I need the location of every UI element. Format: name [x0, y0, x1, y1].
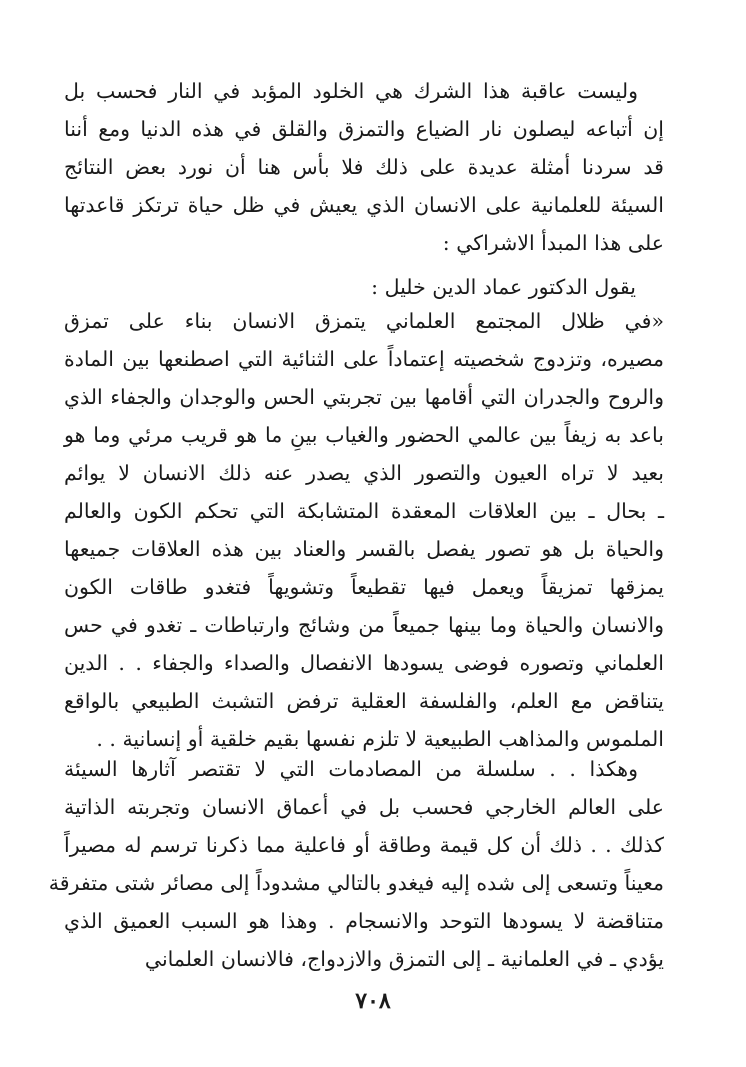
- text-line: قد سردنا أمثلة عديدة على ذلك فلا بأس هنا أن نورد بعض النتائج: [64, 155, 664, 179]
- text-line: الملموس والمذاهب الطبيعية لا تلزم نفسها بقيم خلقية أو إنسانية . .: [96, 727, 664, 751]
- text-line: يتناقض مع العلم، والفلسفة العقلية ترفض التشبث الطبيعي بالواقع: [64, 689, 664, 713]
- text-line: يؤدي ـ في العلمانية ـ إلى التمزق والازدواج، فالانسان العلماني: [144, 947, 664, 971]
- text-line: على هذا المبدأ الاشراكي :: [442, 231, 664, 255]
- text-line: متناقضة لا يسودها التوحد والانسجام . وهذا هو السبب العميق الذي: [64, 909, 664, 933]
- text-line: باعد به زيفاً بين عالمي الحضور والغياب بينِ ما هو قريب مرئي وما هو: [64, 423, 664, 447]
- text-line: على العالم الخارجي فحسب بل في أعماق الانسان وتجربته الذاتية: [64, 795, 664, 819]
- paragraph-3: [48, 750, 664, 978]
- text-line: معيناً وتسعى إلى شده إليه فيغدو بالتالي مشدوداً إلى مصائر شتى متفرقة: [48, 871, 664, 895]
- text-line: وليست عاقبة هذا الشرك هي الخلود المؤبد في النار فحسب بل: [64, 79, 638, 103]
- paragraph-1: [64, 72, 664, 262]
- text-line: والانسان والحياة وما بينها جميعاً من وشائج وارتباطات ـ تغدو في حس: [64, 613, 664, 637]
- text-line: السيئة للعلمانية على الانسان الذي يعيش في ظل حياة ترتكز قاعدتها: [64, 193, 664, 217]
- text-line: والروح والجدران التي أقامها بين تجربتي الحس والوجدان والجفاء الذي: [64, 385, 664, 409]
- text-line: يمزقها تمزيقاً ويعمل فيها تقطيعاً وتشويهاً فتغدو طاقات الكون: [64, 575, 664, 599]
- quoted-passage: [64, 302, 664, 758]
- text-line: إن أتباعه ليصلون نار الضياع والتمزق والقلق في هذه الدنيا ومع أننا: [64, 117, 664, 141]
- text-line: كذلك . . ذلك أن كل قيمة وطاقة أو فاعلية مما ذكرنا ترسم له مصيراً: [64, 833, 664, 857]
- text-line: العلماني وتصوره فوضى يسودها الانفصال والصداء والجفاء . . الدين: [64, 651, 664, 675]
- text-line: والحياة بل هو تصور يفصل بالقسر والعناد بين هذه العلاقات جميعها: [64, 537, 664, 561]
- quote-intro-line: يقول الدكتور عماد الدين خليل :: [371, 275, 636, 299]
- text-line: بعيد لا تراه العيون والتصور الذي يصدر عنه ذلك الانسان لا يوائم: [64, 461, 664, 485]
- text-line: وهكذا . . سلسلة من المصادمات التي لا تقتصر آثارها السيئة: [64, 757, 638, 781]
- page-number: ٧٠٨: [355, 988, 391, 1014]
- text-line: ـ بحال ـ بين العلاقات المعقدة المتشابكة التي تحكم الكون والعالم: [64, 499, 664, 523]
- text-line: «في ظلال المجتمع العلماني يتمزق الانسان بناء على تمزق: [64, 309, 664, 333]
- text-line: مصيره، وتزدوج شخصيته إعتماداً على الثنائية التي اصطنعها بين المادة: [64, 347, 664, 371]
